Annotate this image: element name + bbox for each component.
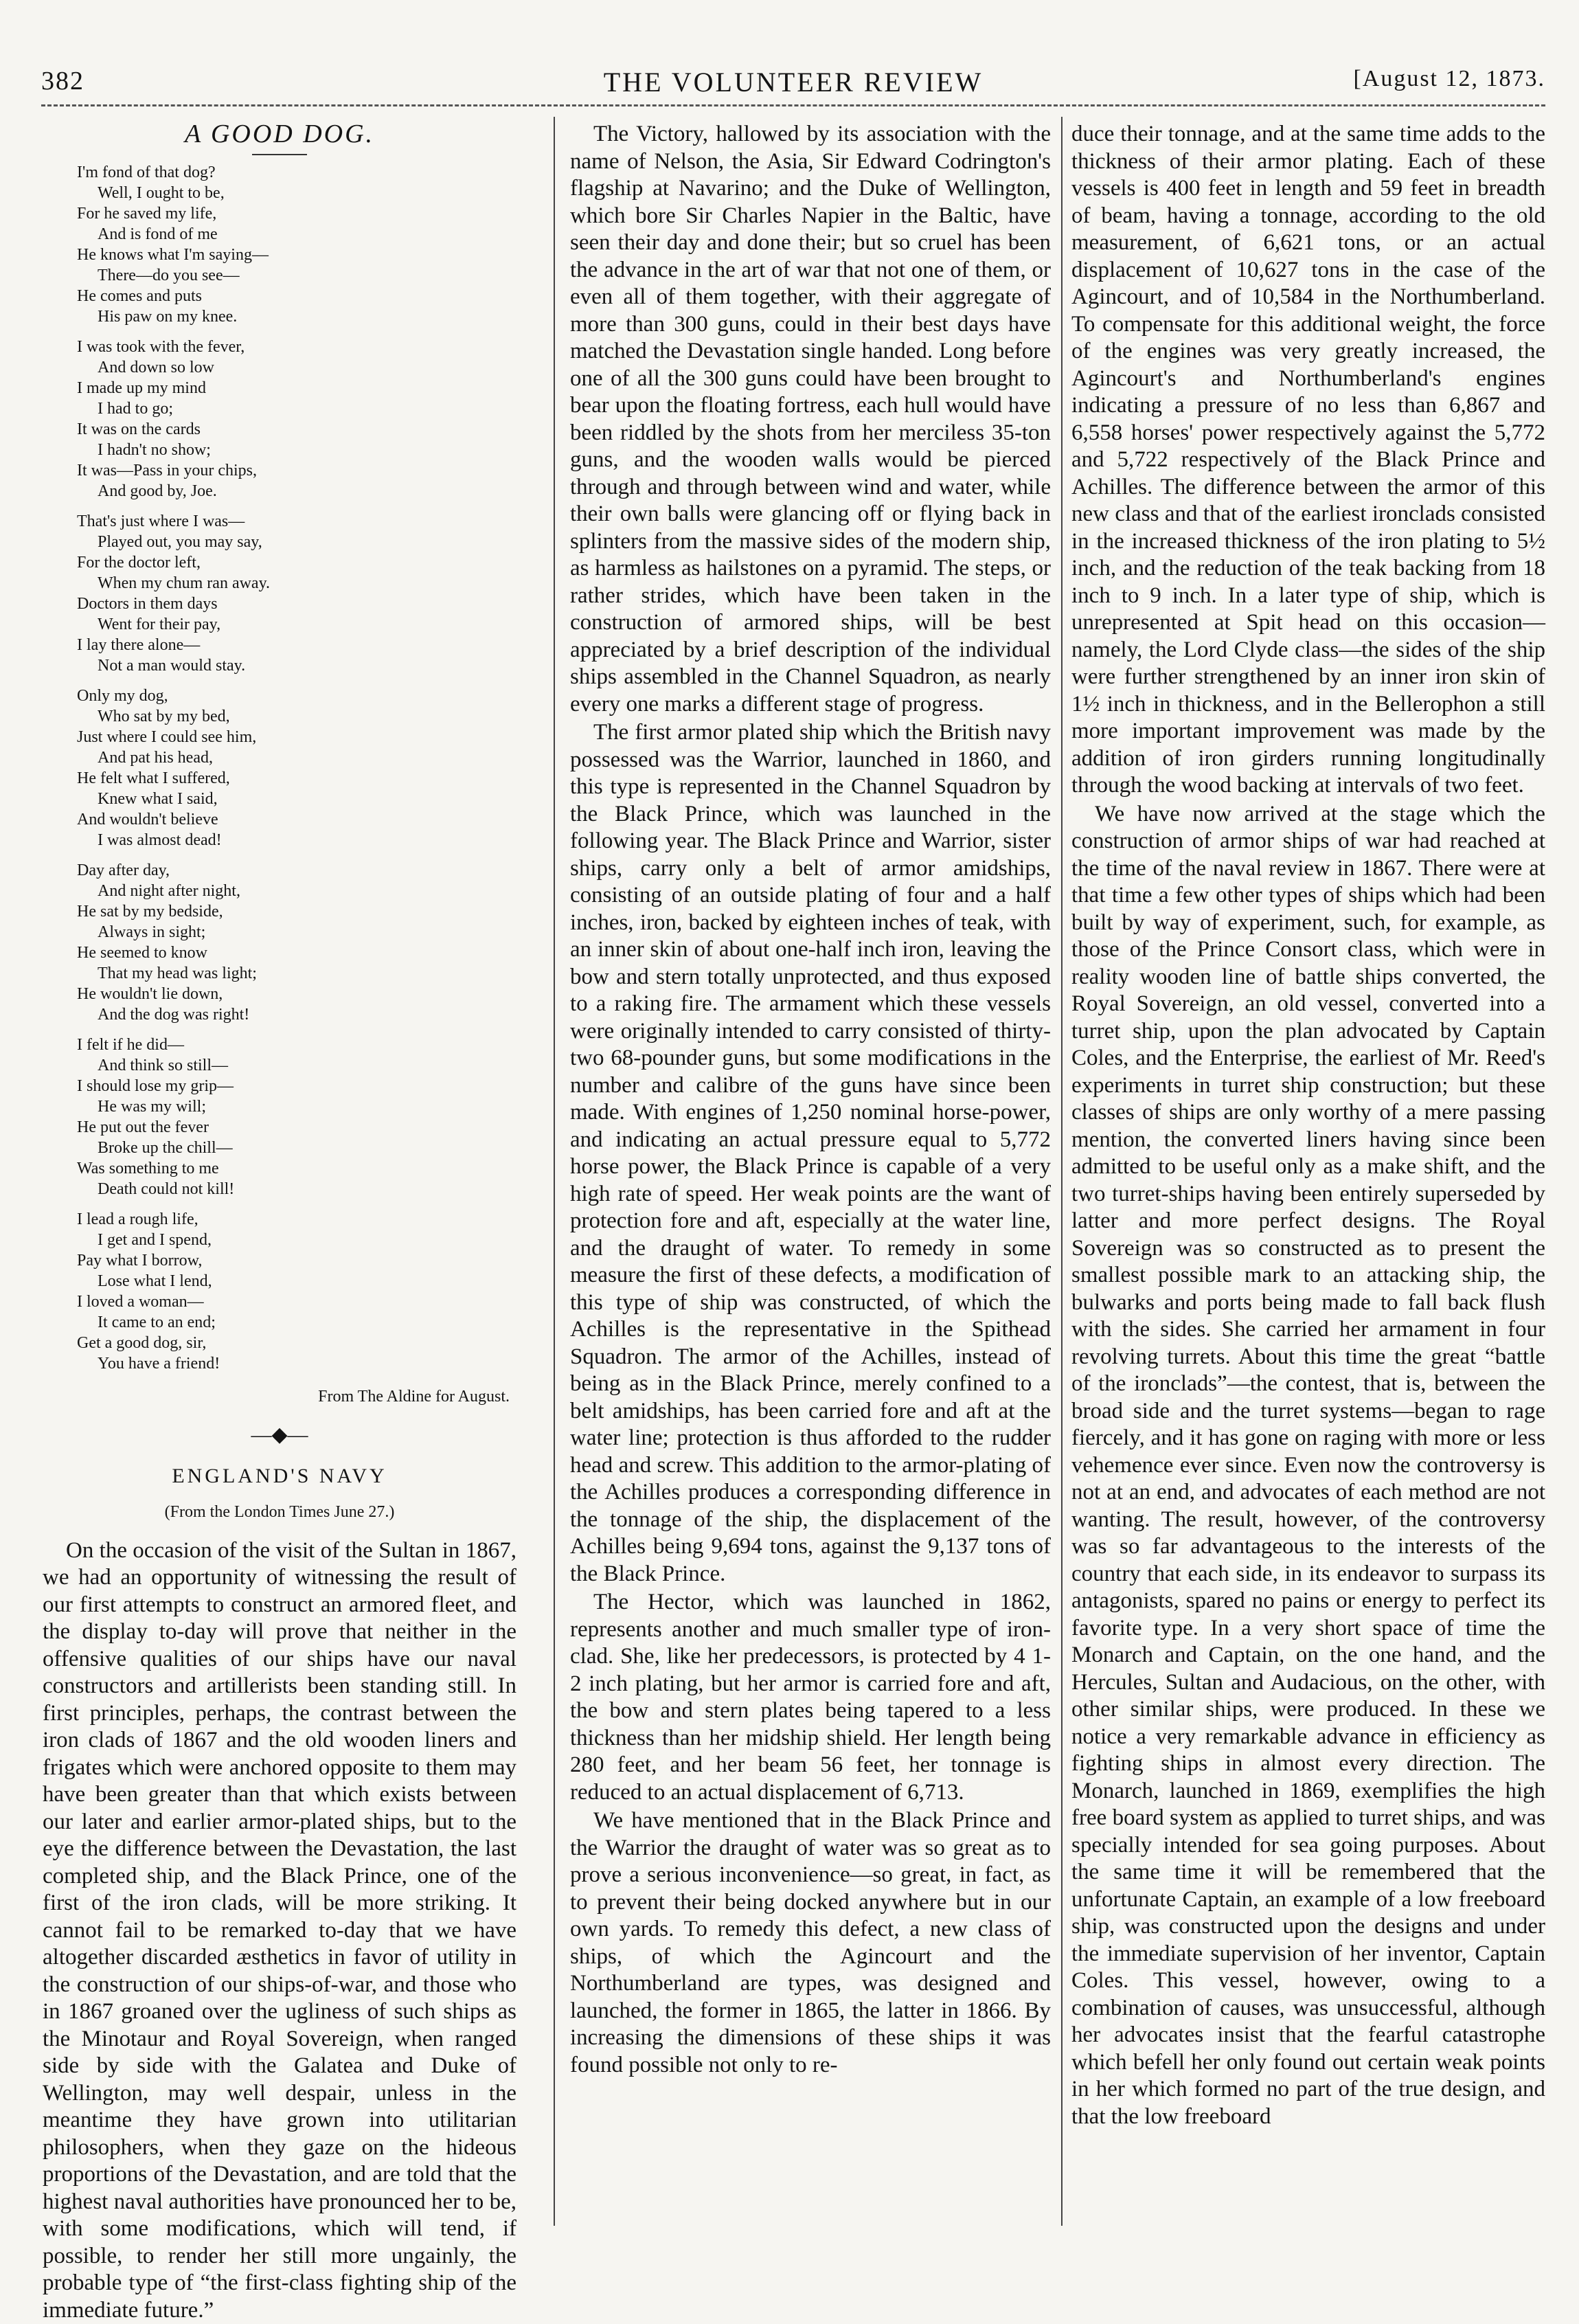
poem-line: He felt what I suffered,	[77, 768, 516, 789]
poem-line: I get and I spend,	[77, 1230, 516, 1250]
poem-line: Well, I ought to be,	[77, 183, 516, 203]
poem-line: And good by, Joe.	[77, 481, 516, 501]
poem-line: I was almost dead!	[77, 830, 516, 850]
article-body-col1	[43, 1537, 516, 2324]
article-paragraph: On the occasion of the visit of the Sultan in 1867, we had an opportunity of witnessing the result of our first attempts to construct an armored fleet, and the display to-day will prove that neither in the offensive qualities of our ships have our naval constructors and artillerists been standing still. In first principles, perhaps, the contrast between the iron clads of 1867 and the old wooden liners and frigates which were anchored opposite to them may have been greater than that which exists between our later and earlier armor-plated ships, but to the eye the difference between the Devastation, the last completed ship, and the Black Prince, one of the first of the iron clads, will be more striking. It cannot fail to be remarked to-day that we have altogether discarded æsthetics in favor of utility in the construction of our ships-of-war, and those who in 1867 groaned over the ugliness of such ships as the Minotaur and Royal Sovereign, when ranged side by side with the Galatea and Duke of Wellington, may well despair, unless in the meantime they have grown into utilitarian philosophers, when they gaze on the hideous proportions of the Devastation, and are told that the highest naval authorities have pronounced her to be, with some modifications, which will tend, if possible, to render her still more ungainly, the probable type of “the first-class fighting ship of the immediate future.”	[43, 1537, 516, 2324]
column-2	[570, 121, 1051, 2223]
article-paragraph: duce their tonnage, and at the same time adds to the thickness of their armor plating. Each of these vessels is 400 feet in length and 59 feet in breadth of beam, having a tonnage, according to the old measurement, of 6,621 tons, or an actual displacement of 10,627 tons in the case of the Agincourt, and of 10,584 in the Northumberland. To compensate for this additional weight, the force of the engines was very greatly increased, the Agincourt's and Northumberland's engines indicating a pressure of no less than 6,867 and 6,558 horses' power respectively against the 5,772 and 5,722 respectively of the Black Prince and Achilles. The difference between the armor of this new class and that of the earliest ironclads consisted in the increased thickness of the iron plating to 5½ inch, and the reduction of the teak backing from 18 inch to 9 inch. In a later type of ship, which is unrepresented at Spit head on this occasion—namely, the Lord Clyde class—the sides of the ship were further strengthened by an inner iron skin of 1½ inch in thickness, and in the Bellerophon a still more important improvement was made by the addition of iron girders running longitudinally through the wood backing at intervals of two feet.	[1071, 121, 1545, 800]
poem-stanza	[77, 337, 516, 501]
poem-line: I should lose my grip—	[77, 1076, 516, 1096]
poem-line: Only my dog,	[77, 686, 516, 706]
page-number: 382	[41, 66, 84, 96]
poem-credit: From The Aldine for August.	[43, 1384, 510, 1411]
poem-line: When my chum ran away.	[77, 573, 516, 594]
poem-line: Doctors in them days	[77, 594, 516, 614]
poem-line: Broke up the chill—	[77, 1138, 516, 1158]
poem-title: A GOOD DOG.	[43, 121, 516, 148]
poem-line: It came to an end;	[77, 1312, 516, 1333]
poem-line: There—do you see—	[77, 265, 516, 286]
article-paragraph: The Hector, which was launched in 1862, represents another and much smaller type of iron-clad. She, like her predecessors, is protected by 4 1-2 inch plating, but her armor is carried fore and aft, the bow and stern plates being tapered to a less thickness than her midship shield. Her length being 280 feet, and her beam 56 feet, her tonnage is reduced to an actual displacement of 6,713.	[570, 1589, 1051, 1806]
poem-line: And is fond of me	[77, 224, 516, 245]
poem-stanza	[77, 686, 516, 850]
poem-line: I hadn't no show;	[77, 440, 516, 460]
poem-line: For the doctor left,	[77, 552, 516, 573]
poem-line: Who sat by my bed,	[77, 706, 516, 727]
poem-stanza	[77, 511, 516, 676]
poem-line: It was—Pass in your chips,	[77, 460, 516, 481]
poem-line: I felt if he did—	[77, 1035, 516, 1055]
poem-line: Pay what I borrow,	[77, 1250, 516, 1271]
poem-line: For he saved my life,	[77, 203, 516, 224]
poem-line: I had to go;	[77, 398, 516, 419]
poem-line: He wouldn't lie down,	[77, 984, 516, 1004]
poem-stanza	[77, 1209, 516, 1374]
poem-body	[43, 162, 516, 1374]
poem-line: He seemed to know	[77, 943, 516, 963]
article-paragraph: We have mentioned that in the Black Prince and the Warrior the draught of water was so great as to prove a serious inconvenience—so great, in fact, as to prevent their being docked anywhere but in our own yards. To remedy this defect, a new class of ships, of which the Agincourt and the Northumberland are types, was designed and launched, the former in 1865, the latter in 1866. By increasing the dimensions of these ships it was found possible not only to re-	[570, 1807, 1051, 2079]
issue-date: [August 12, 1873.	[1353, 66, 1545, 92]
poem-line: That's just where I was—	[77, 511, 516, 532]
poem-line: I'm fond of that dog?	[77, 162, 516, 183]
poem-stanza	[77, 860, 516, 1025]
article-title: ENGLAND'S NAVY	[43, 1463, 516, 1490]
article-paragraph: The Victory, hallowed by its association with the name of Nelson, the Asia, Sir Edward Codrington's flagship at Navarino; and the Duke of Wellington, which bore Sir Charles Napier in the Baltic, have seen their day and done their; but so cruel has been the advance in the art of war that not one of them, or even all of them together, with their aggregate of more than 300 guns, could in their best days have matched the Devastation single handed. Long before one of all the 300 guns could have been brought to bear upon the floating fortress, each hull would have been riddled by the shots from her merciless 35-ton guns, and the wooden walls would be pierced through and through between wind and water, while their own balls were glancing off or flying back in splinters from the massive sides of the modern ship, as harmless as hailstones on a pyramid. The steps, or rather strides, which have been taken in the construction of armored ships, will be best appreciated by a brief description of the individual ships assembled in the Channel Squadron, as nearly every one marks a different stage of progress.	[570, 121, 1051, 718]
page-header	[41, 66, 1545, 107]
poem-line: Death could not kill!	[77, 1179, 516, 1199]
poem-line: I was took with the fever,	[77, 337, 516, 357]
poem-line: Played out, you may say,	[77, 532, 516, 552]
poem-line: Knew what I said,	[77, 789, 516, 809]
poem-line: I made up my mind	[77, 378, 516, 398]
poem-line: He put out the fever	[77, 1117, 516, 1138]
poem-line: He knows what I'm saying—	[77, 245, 516, 265]
poem-line: Lose what I lend,	[77, 1271, 516, 1291]
header-rule	[41, 104, 1545, 106]
poem-line: Always in sight;	[77, 922, 516, 943]
poem-line: His paw on my knee.	[77, 306, 516, 327]
poem-line: And wouldn't believe	[77, 809, 516, 830]
poem-line: And think so still—	[77, 1055, 516, 1076]
poem-line: Get a good dog, sir,	[77, 1333, 516, 1353]
article-body-col3	[1071, 121, 1545, 2130]
poem-line: It was on the cards	[77, 419, 516, 440]
poem-line: Went for their pay,	[77, 614, 516, 635]
poem-line: And pat his head,	[77, 747, 516, 768]
poem-line: That my head was light;	[77, 963, 516, 984]
poem-line: Not a man would stay.	[77, 655, 516, 676]
poem-line: I lay there alone—	[77, 635, 516, 655]
masthead-title: THE VOLUNTEER REVIEW	[41, 66, 1545, 98]
poem-line: You have a friend!	[77, 1353, 516, 1374]
article-paragraph: The first armor plated ship which the British navy possessed was the Warrior, launched in 1860, and this type is represented in the Channel Squadron by the Black Prince, which was launched in the following year. The Black Prince and Warrior, sister ships, carry only a belt of armor amidships, consisting of an outside plating of four and a half inches, iron, backed by eighteen inches of teak, with an inner skin of about one-half inch iron, leaving the bow and stern totally unprotected, and thus exposed to a raking fire. The armament which these vessels were originally intended to carry consisted of thirty-two 68-pounder guns, but some modifications in the number and calibre of the guns have since been made. With engines of 1,250 nominal horse-power, and indicating an actual pressure equal to 5,772 horse power, the Black Prince is capable of a very high rate of speed. Her weak points are the want of protection fore and aft, especially at the water line, and the draught of water. To remedy in some measure the first of these defects, a modification of this type of ship was constructed, of which the Achilles is the representative in the Spithead Squadron. The armor of the Achilles, instead of being as in the Black Prince, merely confined to a belt amidships, has been carried fore and aft at the water line; protection is thus afforded to the rudder head and screw. This addition to the armor-plating of the Achilles produces a corresponding difference in the tonnage of the ship, the displacement of the Achilles being 9,694 tons, against the 9,137 tons of the Black Prince.	[570, 719, 1051, 1588]
poem-line: And night after night,	[77, 881, 516, 901]
poem-line: I lead a rough life,	[77, 1209, 516, 1230]
poem-stanza	[77, 162, 516, 327]
title-rule	[252, 154, 307, 155]
section-ornament: —◆—	[43, 1421, 516, 1449]
article-body-col2	[570, 121, 1051, 2079]
article-paragraph: We have now arrived at the stage which the construction of armor ships of war had reached at the time of the naval review in 1867. There were at that time a few other types of ships which had been built by way of experiment, such, for example, as those of the Prince Consort class, which were in reality wooden line of battle ships converted, the Royal Sovereign, an old vessel, converted into a turret ship, upon the plan advocated by Captain Coles, and the Enterprise, the earliest of Mr. Reed's experiments in turret ship construction; but these classes of ships are only worthy of a mere passing mention, the converted liners having since been admitted to be useful only as a make shift, and the two turret-ships having been entirely superseded by latter and more perfect designs. The Royal Sovereign was so constructed as to present the smallest possible mark to an attacking ship, the bulwarks and ports being made to fall back flush with the sides. She carried her armament in four revolving turrets. About this time the great “battle of the ironclads”—the contest, that is, between the broad side and the turret systems—began to rage fiercely, and it has gone on raging with more or less vehemence ever since. Even now the controversy is not at an end, and advocates of each method are not wanting. The result, however, of the controversy was so far advantageous to the interests of the country that each side, in its endeavor to surpass its antagonists, spared no pains or energy to perfect its favorite type. In a very short space of time the Monarch and Captain, on the one hand, and the Hercules, Sultan and Audacious, on the other, with other similar ships, were produced. In these we notice a very remarkable advance in efficiency as fighting ships in almost every direction. The Monarch, launched in 1869, exemplifies the high free board system as applied to turret ships, and was specially intended for sea going purposes. About the same time it will be remembered that the unfortunate Captain, an example of a low freeboard ship, was constructed upon the designs and under the immediate supervision of her inventor, Captain Coles. This vessel, however, owing to a combination of causes, was unsuccessful, although her advocates insist that the fearful catastrophe which befell her only found out certain weak points in her which formed no part of the true design, and that the low freeboard	[1071, 801, 1545, 2131]
poem-stanza	[77, 1035, 516, 1199]
poem-line: He comes and puts	[77, 286, 516, 306]
article-source: (From the London Times June 27.)	[43, 1499, 516, 1526]
poem-line: Day after day,	[77, 860, 516, 881]
column-1	[43, 121, 516, 2223]
column-divider	[554, 117, 555, 2226]
poem-line: Was something to me	[77, 1158, 516, 1179]
column-3	[1071, 121, 1545, 2223]
poem-line: I loved a woman—	[77, 1291, 516, 1312]
poem-line: He was my will;	[77, 1096, 516, 1117]
column-divider	[1061, 117, 1063, 2226]
poem-line: He sat by my bedside,	[77, 901, 516, 922]
poem-line: And the dog was right!	[77, 1004, 516, 1025]
poem-line: Just where I could see him,	[77, 727, 516, 747]
poem-line: And down so low	[77, 357, 516, 378]
